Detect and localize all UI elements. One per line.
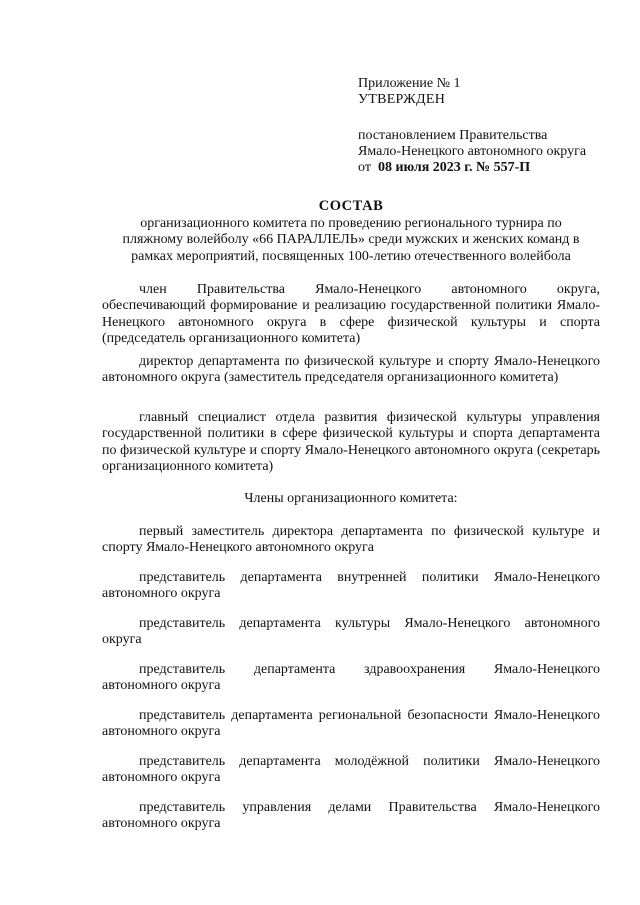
member-item: первый заместитель директора департамента по физической культуре и спорту Ямало-Ненецкого автономного округа bbox=[102, 524, 600, 556]
members-heading: Члены организационного комитета: bbox=[244, 491, 458, 506]
subtitle-line-3: рамках мероприятий, посвященных 100-летию отечественного волейбола bbox=[131, 248, 571, 264]
member-item: представитель департамента региональной безопасности Ямало-Ненецкого автономного округа bbox=[102, 708, 600, 740]
paragraph-deputy-chairman: директор департамента по физической культуре и спорту Ямало-Ненецкого автономного округа (заместитель председателя организационного комитета) bbox=[102, 354, 600, 386]
member-item: представитель департамента культуры Ямало-Ненецкого автономного округа bbox=[102, 616, 600, 648]
approval-stamp bbox=[358, 76, 618, 176]
document-title: СОСТАВ bbox=[318, 198, 384, 214]
member-item: представитель управления делами Правительства Ямало-Ненецкого автономного округа bbox=[102, 800, 600, 832]
decree-line-1: постановлением Правительства bbox=[358, 128, 548, 143]
member-item: представитель департамента молодёжной политики Ямало-Ненецкого автономного округа bbox=[102, 754, 600, 786]
decree-date: 08 июля 2023 г. № 557-П bbox=[377, 160, 531, 175]
subtitle-line-2: пляжному волейболу «66 ПАРАЛЛЕЛЬ» среди мужских и женских команд в bbox=[122, 232, 580, 247]
paragraph-chairman: член Правительства Ямало-Ненецкого автономного округа, обеспечивающий формирование и реализацию государственной политики Ямало-Ненецкого автономного округа в сфере физической культуры и спорта (председатель организационного комитета) bbox=[102, 282, 600, 347]
approved-label: УТВЕРЖДЕН bbox=[358, 92, 446, 107]
appendix-number: Приложение № 1 bbox=[358, 76, 461, 91]
decree-line-2: Ямало-Ненецкого автономного округа bbox=[358, 144, 587, 159]
member-item: представитель департамента внутренней политики Ямало-Ненецкого автономного округа bbox=[102, 570, 600, 602]
member-item: представитель департамента здравоохранения Ямало-Ненецкого автономного округа bbox=[102, 662, 600, 694]
subtitle-line-1: организационного комитета по проведению регионального турнира по bbox=[140, 215, 562, 231]
title-block bbox=[102, 198, 600, 265]
date-prefix: от bbox=[358, 160, 371, 175]
decree-date-line bbox=[358, 160, 618, 176]
paragraph-secretary: главный специалист отдела развития физической культуры управления государственной политики в сфере физической культуры и спорта департамента по физической культуре и спорту Ямало-Ненецкого автономного округа (секретарь организационного комитета) bbox=[102, 410, 600, 475]
